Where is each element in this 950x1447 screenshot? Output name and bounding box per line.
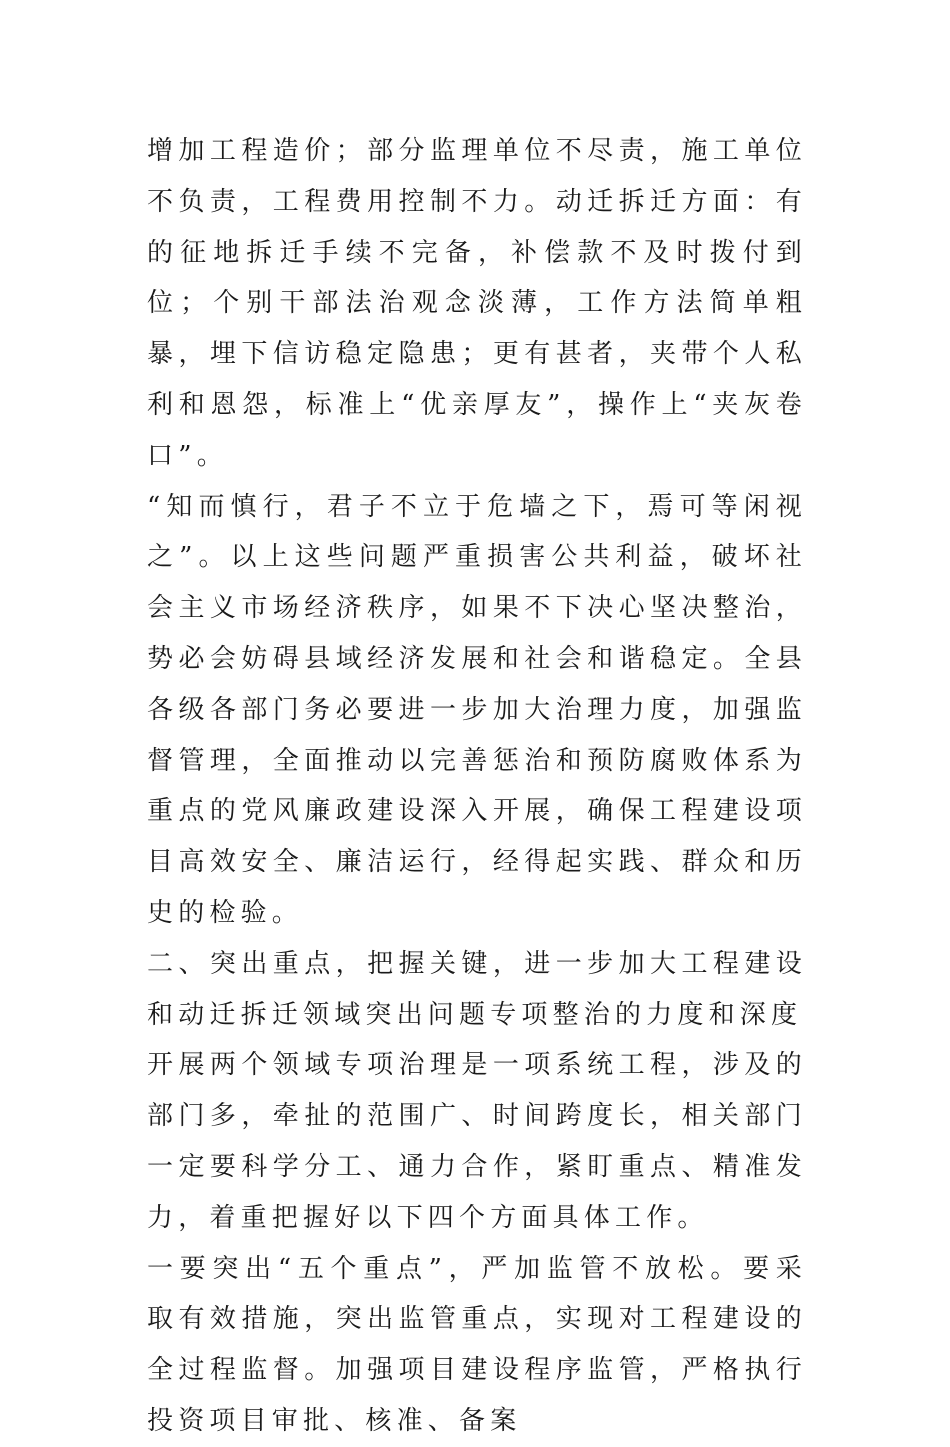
paragraph-project-problems: 增加工程造价；部分监理单位不尽责，施工单位不负责，工程费用控制不力。动迁拆迁方面：有的征地拆迁手续不完备，补偿款不及时拨付到位；个别干部法治观念淡薄，工作方法简单粗暴，埋下信访稳定隐患；更有甚者，夹带个人私利和恩怨，标准上“优亲厚友”，操作上“夹灰卷口”。 bbox=[147, 136, 807, 471]
paragraph-five-key-points: 一要突出“五个重点”，严加监管不放松。要采取有效措施，突出监管重点，实现对工程建设的全过程监督。加强项目建设程序监管，严格执行投资项目审批、核准、备案 bbox=[147, 1253, 807, 1436]
document-body bbox=[147, 126, 807, 1447]
paragraph-governance-overview: 开展两个领域专项治理是一项系统工程，涉及的部门多，牵扯的范围广、时间跨度长，相关部门一定要科学分工、通力合作，紧盯重点、精准发力，着重把握好以下四个方面具体工作。 bbox=[147, 1050, 807, 1233]
section-heading-two: 二、突出重点，把握关键，进一步加大工程建设和动迁拆迁领域突出问题专项整治的力度和深度 bbox=[147, 948, 807, 1030]
paragraph-quote-consequences: “知而慎行，君子不立于危墙之下，焉可等闲视之”。以上这些问题严重损害公共利益，破坏社会主义市场经济秩序，如果不下决心坚决整治，势必会妨碍县域经济发展和社会和谐稳定。全县各级各部门务必要进一步加大治理力度，加强监督管理，全面推动以完善惩治和预防腐败体系为重点的党风廉政建设深入开展，确保工程建设项目高效安全、廉洁运行，经得起实践、群众和历史的检验。 bbox=[147, 491, 807, 928]
